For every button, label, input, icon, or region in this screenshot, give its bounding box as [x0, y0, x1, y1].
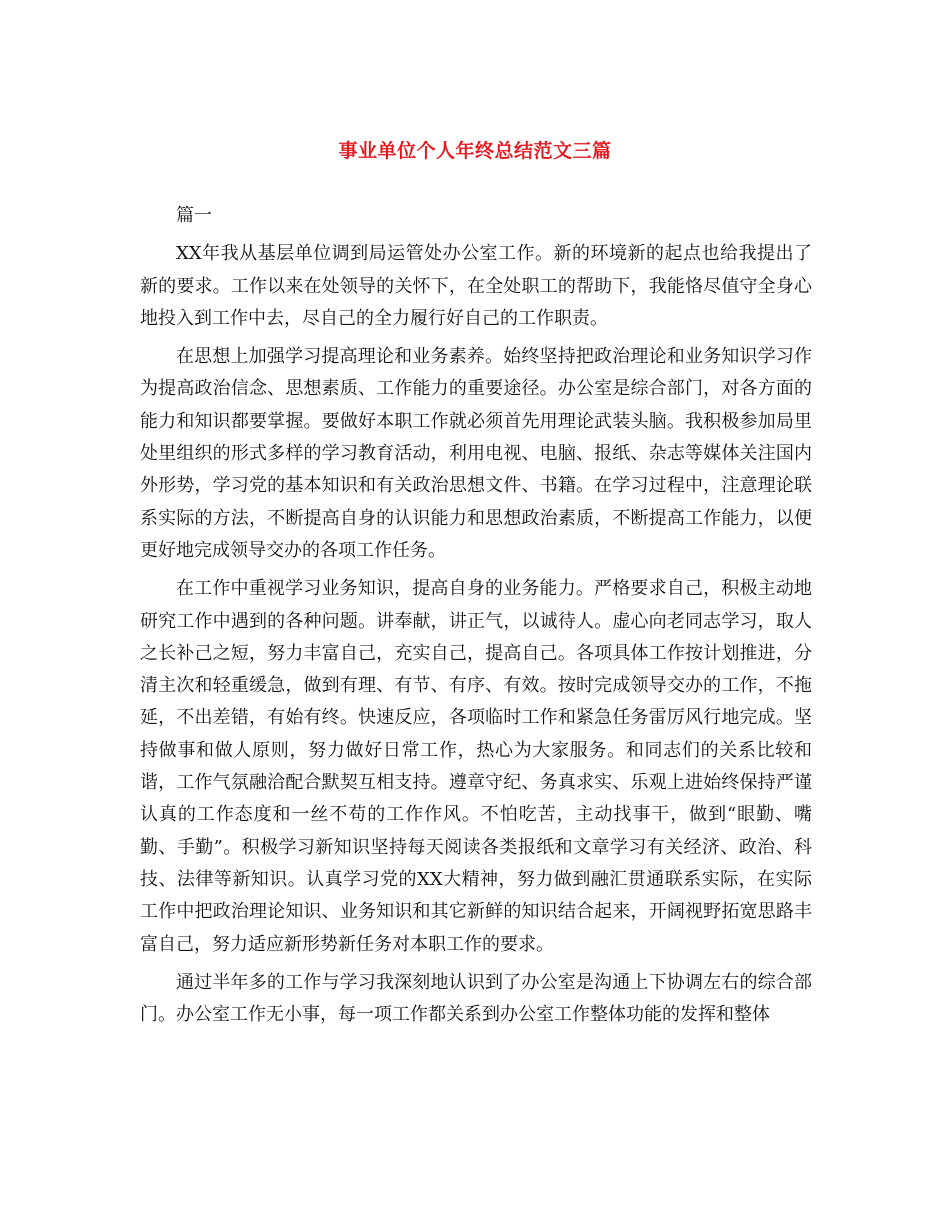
paragraph-3: 在工作中重视学习业务知识，提高自身的业务能力。严格要求自己，积极主动地研究工作中遇到的各种问题。讲奉献，讲正气，以诚待人。虚心向老同志学习，取人之长补己之短，努力丰富自己，充实自己，提高自己。各项具体工作按计划推进，分清主次和轻重缓急，做到有理、有节、有序、有效。按时完成领导交办的工作，不拖延，不出差错，有始有终。快速反应，各项临时工作和紧急任务雷厉风行地完成。坚持做事和做人原则，努力做好日常工作，热心为大家服务。和同志们的关系比较和谐，工作气氛融洽配合默契互相支持。遵章守纪、务真求实、乐观上进始终保持严谨认真的工作态度和一丝不苟的工作作风。不怕吃苦，主动找事干，做到“眼勤、嘴勤、手勤”。积极学习新知识坚持每天阅读各类报纸和文章学习有关经济、政治、科技、法律等新知识。认真学习党的XX大精神，努力做到融汇贯通联系实际，在实际工作中把政治理论知识、业务知识和其它新鲜的知识结合起来，开阔视野拓宽思路丰富自己，努力适应新形势新任务对本职工作的要求。	[140, 578, 812, 955]
document-body	[140, 200, 812, 1037]
paragraph-4: 通过半年多的工作与学习我深刻地认识到了办公室是沟通上下协调左右的综合部门。办公室工作无小事，每一项工作都关系到办公室工作整体功能的发挥和整体	[140, 971, 812, 1026]
section-heading: 篇一	[176, 205, 212, 226]
paragraph-2: 在思想上加强学习提高理论和业务素养。始终坚持把政治理论和业务知识学习作为提高政治信念、思想素质、工作能力的重要途径。办公室是综合部门，对各方面的能力和知识都要掌握。要做好本职工作就必须首先用理论武装头脑。我积极参加局里处里组织的形式多样的学习教育活动，利用电视、电脑、报纸、杂志等媒体关注国内外形势，学习党的基本知识和有关政治思想文件、书籍。在学习过程中，注意理论联系实际的方法，不断提高自身的认识能力和思想政治素质，不断提高工作能力，以便更好地完成领导交办的各项工作任务。	[140, 346, 812, 561]
document-title: 事业单位个人年终总结范文三篇	[338, 140, 612, 162]
paragraph-1: XX年我从基层单位调到局运管处办公室工作。新的环境新的起点也给我提出了新的要求。工作以来在处领导的关怀下，在全处职工的帮助下，我能恪尽值守全身心地投入到工作中去，尽自己的全力履行好自己的工作职责。	[140, 243, 812, 329]
